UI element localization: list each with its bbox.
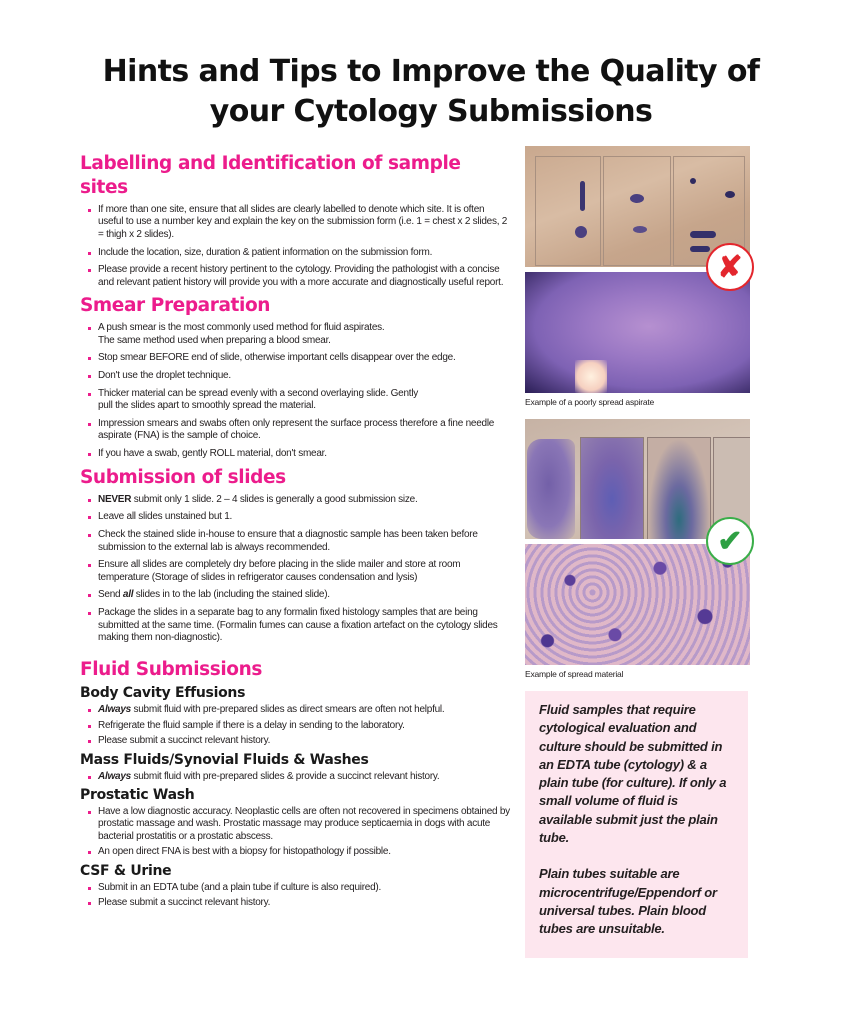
bullet-list — [80, 704, 510, 747]
list-item: Stop smear BEFORE end of slide, otherwise important cells disappear over the edge. — [88, 352, 510, 364]
list-item: Please provide a recent history pertinent to the cytology. Providing the pathologist with a concise and relevant patient history will provide you with a more accurate and diagnostically useful report. — [88, 264, 510, 289]
list-item: Check the stained slide in-house to ensure that a diagnostic sample has been taken before submission to the external lab is always recommended. — [88, 529, 510, 554]
bullet-list — [80, 771, 510, 783]
stain-blob — [690, 231, 716, 238]
poor-micrograph-photo — [525, 272, 750, 393]
bullet-list — [80, 806, 510, 859]
callout-paragraph: Plain tubes suitable are microcentrifuge/Eppendorf or universal tubes. Plain blood tubes are unsuitable. — [539, 866, 717, 937]
section-heading: Labelling and Identification of sample sites — [80, 153, 461, 198]
section-heading: Smear Preparation — [80, 295, 271, 317]
list-item: If you have a swab, gently ROLL material, don't smear. — [88, 448, 510, 460]
list-item: If more than one site, ensure that all slides are clearly labelled to denote which site. It is often useful to use a number key and explain the key on the submission form (i.e. 1 = chest x 2 slides, 2 = thigh x 2 slides). — [88, 204, 510, 241]
emphasis-all: all — [122, 589, 134, 601]
stain-blob — [630, 194, 644, 203]
stain-blob — [580, 181, 585, 211]
list-item: An open direct FNA is best with a biopsy for histopathology if possible. — [88, 846, 510, 858]
bullet-list — [80, 494, 510, 645]
bullet-list — [80, 322, 510, 460]
section-smear — [80, 294, 510, 460]
emphasis-always: Always — [98, 704, 131, 716]
list-item: Don't use the droplet technique. — [88, 370, 510, 382]
text: submit only 1 slide. 2 – 4 slides is generally a good submission size. — [131, 493, 418, 505]
slide-outline — [603, 156, 671, 266]
list-item — [88, 704, 510, 716]
line: pull the slides apart to smoothly spread the material. — [98, 400, 316, 412]
figure-caption: Example of a poorly spread aspirate — [525, 397, 655, 407]
text: Send — [98, 589, 123, 601]
stain-blob — [633, 226, 647, 233]
title-line-2: your Cytology Submissions — [209, 94, 653, 129]
text: submit fluid with pre-prepared slides & provide a succinct relevant history. — [130, 770, 440, 782]
text: submit fluid with pre-prepared slides as direct smears are often not helpful. — [130, 704, 445, 716]
section-fluid — [80, 658, 510, 909]
list-item — [88, 494, 510, 506]
stained-smear — [580, 437, 644, 539]
list-item — [88, 771, 510, 783]
bullet-list — [80, 204, 510, 289]
line: A push smear is the most commonly used method for fluid aspirates. — [98, 322, 385, 334]
bullet-list — [80, 882, 510, 910]
emphasis-always: Always — [98, 770, 131, 782]
text: slides in to the lab (including the stained slide). — [133, 589, 330, 601]
stained-smear — [647, 437, 711, 539]
subsection-heading: Prostatic Wash — [80, 786, 195, 803]
section-submission — [80, 466, 510, 645]
stain-blob — [690, 178, 696, 184]
list-item: Submit in an EDTA tube (and a plain tube if culture is also required). — [88, 882, 510, 894]
checkmark-icon: ✔ — [706, 517, 754, 565]
emphasis-never: NEVER — [98, 493, 132, 505]
list-item: Please submit a succinct relevant history. — [88, 897, 510, 909]
list-item: Package the slides in a separate bag to any formalin fixed histology samples that are being submitted at the same time. (Formalin fumes can cause a fixation artefact on the cytology slides making them non-diagnostic). — [88, 607, 510, 644]
list-item — [88, 589, 510, 601]
section-heading: Fluid Submissions — [80, 659, 262, 681]
section-heading: Submission of slides — [80, 466, 286, 488]
title-line-1: Hints and Tips to Improve the Quality of — [102, 54, 760, 89]
subsection-heading: Body Cavity Effusions — [80, 685, 246, 702]
subsection-heading: CSF & Urine — [80, 862, 172, 879]
figure-caption: Example of spread material — [525, 669, 624, 679]
list-item: Impression smears and swabs often only represent the surface process therefore a fine needle aspirate (FNA) is the sample of choice. — [88, 418, 510, 443]
cross-icon: ✘ — [706, 243, 754, 291]
fluid-callout-box — [525, 691, 748, 958]
list-item: Leave all slides unstained but 1. — [88, 511, 510, 523]
stain-blob — [575, 226, 587, 238]
list-item: Ensure all slides are completely dry before placing in the slide mailer and store at room temperature (Storage of slides in refrigerator causes condensation and lysis) — [88, 559, 510, 584]
stain-blob — [725, 191, 735, 198]
line: Thicker material can be spread evenly with a second overlaying slide. Gently — [98, 387, 419, 399]
list-item — [88, 388, 510, 413]
line: The same method used when preparing a blood smear. — [98, 334, 331, 346]
good-micrograph-photo — [525, 544, 750, 665]
slide-outline — [535, 156, 601, 266]
glare — [575, 360, 607, 393]
section-labelling — [80, 152, 510, 289]
subsection-heading: Mass Fluids/Synovial Fluids & Washes — [80, 751, 369, 768]
list-item — [88, 322, 510, 347]
list-item: Refrigerate the fluid sample if there is a delay in sending to the laboratory. — [88, 720, 510, 732]
left-column — [80, 152, 510, 912]
list-item: Have a low diagnostic accuracy. Neoplastic cells are often not recovered in specimens obtained by prostatic massage and wash. Prostatic massage may produce septicaemia in dogs with acute bacterial prostatitis or a prostatic abscess. — [88, 806, 510, 843]
callout-paragraph: Fluid samples that require cytological evaluation and culture should be submitted in an EDTA tube (cytology) & a plain tube (for culture). If only a small volume of fluid is available submit just the plain tube. — [539, 702, 727, 846]
page-title — [0, 52, 862, 132]
list-item: Include the location, size, duration & patient information on the submission form. — [88, 247, 510, 259]
stain-blob — [690, 246, 710, 252]
list-item: Please submit a succinct relevant history. — [88, 735, 510, 747]
stained-smear — [527, 439, 575, 539]
